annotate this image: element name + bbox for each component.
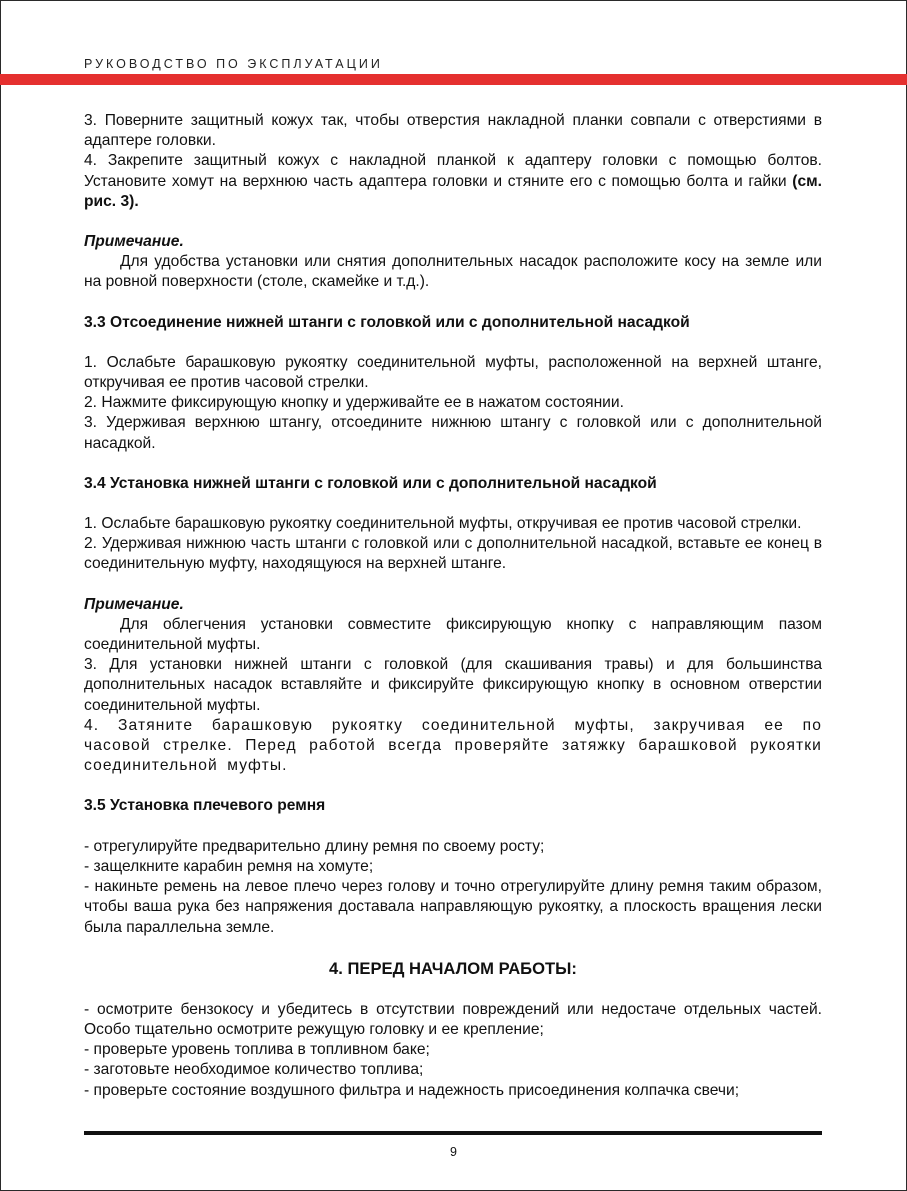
step-4-paragraph	[84, 151, 822, 212]
step-3-paragraph: 3. Поверните защитный кожух так, чтобы отверстия накладной планки совпали с отверстиями в адаптере головки.	[84, 112, 822, 150]
running-header: РУКОВОДСТВО ПО ЭКСПЛУАТАЦИИ	[84, 57, 383, 71]
section-3-3-item: 2. Нажмите фиксирующую кнопку и удерживайте ее в нажатом состоянии.	[84, 394, 624, 412]
section-3-3-item: 3. Удерживая верхнюю штангу, отсоедините нижнюю штангу с головкой или с дополнительной насадкой.	[84, 414, 822, 452]
section-4-heading: 4. ПЕРЕД НАЧАЛОМ РАБОТЫ:	[329, 958, 577, 978]
step-4-text: 4. Закрепите защитный кожух с накладной планкой к адаптеру головки с помощью болтов. Установите хомут на верхнюю часть адаптера головки и стяните его с помощью болта и гайки	[84, 152, 822, 190]
section-4-item: - осмотрите бензокосу и убедитесь в отсутствии повреждений или недостаче отдельных частей. Особо тщательно осмотрите режущую головку и ее крепление;	[84, 1000, 822, 1038]
page-number: 9	[450, 1145, 457, 1159]
section-3-5-item: - накиньте ремень на левое плечо через голову и точно отрегулируйте длину ремня таким образом, чтобы ваша рука без напряжения доставала направляющую рукоятку, а плоскость вращения лески была параллельна земле.	[84, 878, 822, 936]
section-3-4-item: 2. Удерживая нижнюю часть штанги с головкой или с дополнительной насадкой, вставьте ее конец в соединительную муфту, находящуюся на верхней штанге.	[84, 535, 822, 573]
note-text: Для удобства установки или снятия дополнительных насадок расположите косу на земле или на ровной поверхности (столе, скамейке и т.д.).	[84, 253, 822, 291]
figure-reference: (см. рис. 3).	[84, 172, 822, 210]
section-3-5-heading: 3.5 Установка плечевого ремня	[84, 797, 326, 815]
section-3-3-heading: 3.3 Отсоединение нижней штанги с головкой или с дополнительной насадкой	[84, 313, 690, 331]
section-4-item: - заготовьте необходимое количество топлива;	[84, 1061, 424, 1079]
note-title: Примечание.	[84, 595, 184, 613]
section-3-5-item: - защелкните карабин ремня на хомуте;	[84, 857, 374, 875]
header-accent-band	[0, 74, 907, 85]
page-content	[84, 111, 822, 1101]
footer-rule	[84, 1131, 822, 1135]
note-heading	[84, 232, 822, 252]
note-title: Примечание.	[84, 233, 184, 251]
section-3-3-item: 1. Ослабьте барашковую рукоятку соединительной муфты, расположенной на верхней штанге, откручивая ее против часовой стрелки.	[84, 353, 822, 392]
note-text: Для облегчения установки совместите фиксирующую кнопку с направляющим пазом соединительной муфты.	[84, 615, 822, 654]
note-item: 3. Для установки нижней штанги с головкой (для скашивания травы) и для большинства дополнительных насадок вставляйте и фиксируйте фиксирующую кнопку в основном отверстии соединительной муфты.	[84, 656, 822, 714]
section-3-4-item: 1. Ослабьте барашковую рукоятку соединительной муфты, откручивая ее против часовой стрелки.	[84, 515, 802, 533]
note-item: 4. Затяните барашковую рукоятку соединительной муфты, закручивая ее по часовой стрелке. Перед работой всегда проверяйте затяжку барашковой рукоятки соединительной муфты.	[84, 716, 822, 775]
section-3-5-item: - отрегулируйте предварительно длину ремня по своему росту;	[84, 837, 545, 855]
section-3-4-heading: 3.4 Установка нижней штанги с головкой или с дополнительной насадкой	[84, 474, 657, 492]
section-4-item: - проверьте состояние воздушного фильтра и надежность присоединения колпачка свечи;	[84, 1081, 740, 1099]
note-heading	[84, 595, 822, 615]
section-4-item: - проверьте уровень топлива в топливном баке;	[84, 1041, 430, 1059]
